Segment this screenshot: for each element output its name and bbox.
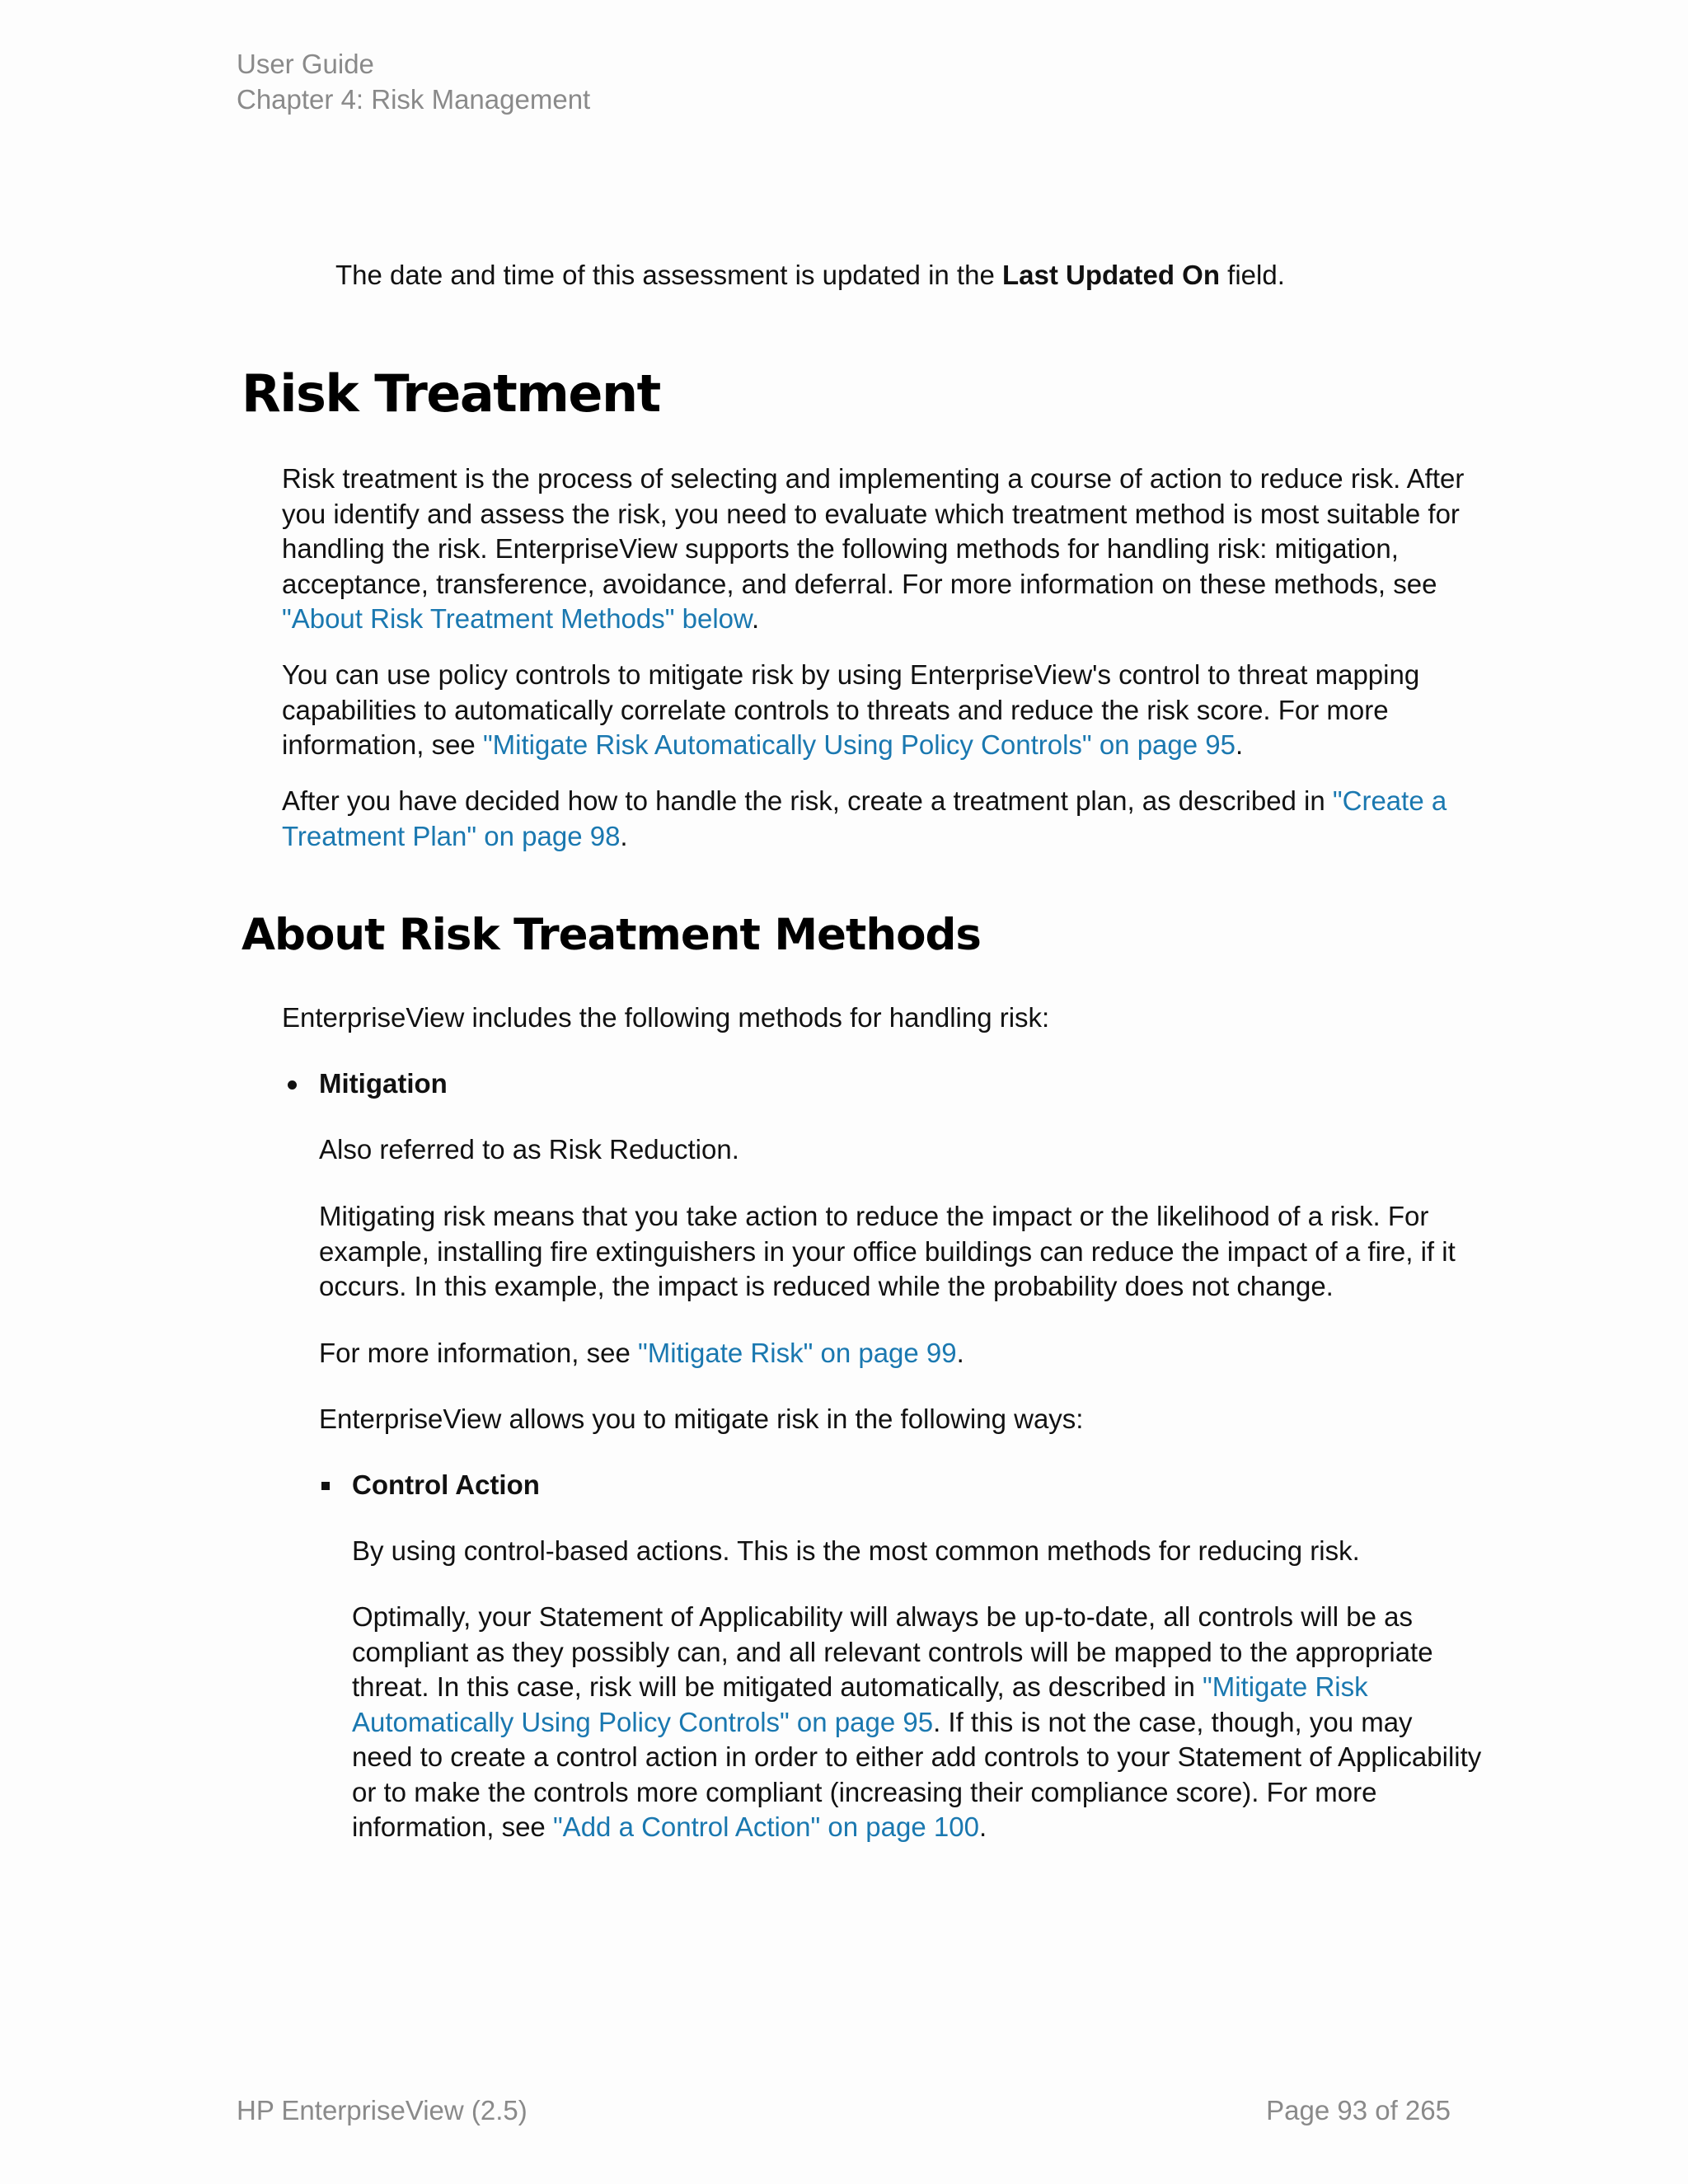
bullet-icon <box>288 1080 297 1090</box>
control-action-description: By using control-based actions. This is the most common methods for reducing risk. <box>352 1535 1360 1566</box>
link-create-treatment-plan-cont[interactable]: Treatment Plan" on page 98 <box>282 820 621 851</box>
mitigation-aka: Also referred to as Risk Reduction. <box>319 1134 739 1165</box>
footer-page-number: Page 93 of 265 <box>1266 2095 1451 2125</box>
intro-paragraph: The date and time of this assessment is updated in the Last Updated On field. <box>335 260 1285 290</box>
risk-treatment-paragraph-2: You can use policy controls to mitigate risk by using EnterpriseView's control to threat mapping capabilities to automatically correlate controls to threats and reduce the risk score. For more information, see "Mitigate Risk Automatically Using Policy Controls" on page 95. <box>282 659 1420 760</box>
footer-product: HP EnterpriseView (2.5) <box>237 2095 528 2125</box>
link-create-treatment-plan[interactable]: "Create a <box>1332 785 1447 816</box>
running-header <box>237 46 590 117</box>
link-mitigate-risk-automatically[interactable]: "Mitigate Risk Automatically Using Policy Controls" on page 95 <box>482 729 1236 760</box>
link-add-control-action[interactable]: "Add a Control Action" on page 100 <box>552 1811 979 1842</box>
link-about-risk-treatment-methods[interactable]: "About Risk Treatment Methods" below <box>282 603 753 634</box>
link-mitigate-risk[interactable]: "Mitigate Risk" on page 99 <box>637 1338 957 1368</box>
methods-intro: EnterpriseView includes the following methods for handling risk: <box>282 1002 1050 1033</box>
field-name: Last Updated On <box>1001 260 1220 290</box>
chapter-title: Chapter 4: Risk Management <box>237 84 591 115</box>
link-mitigate-risk-automatically-2[interactable]: "Mitigate Risk <box>1203 1671 1368 1702</box>
mitigation-description: Mitigating risk means that you take action to reduce the impact or the likelihood of a risk. For example, installing fire extinguishers in your office buildings can reduce the impact of a fire, if it occurs. In this example, the impact is reduced while the probability does not change. <box>319 1201 1456 1301</box>
square-bullet-icon <box>321 1482 330 1490</box>
risk-treatment-paragraph-1: Risk treatment is the process of selecting and implementing a course of action to reduce risk. After you identify and assess the risk, you need to evaluate which treatment method is most suitable for handling the risk. EnterpriseView supports the following methods for handling risk: mitigation, acceptance, transference, avoidance, and deferral. For more information on these methods, see "About Risk Treatment Methods" below. <box>282 463 1465 634</box>
mitigation-more-info: For more information, see "Mitigate Risk" on page 99. <box>319 1338 964 1368</box>
risk-treatment-paragraph-3: After you have decided how to handle the risk, create a treatment plan, as described in "Create a Treatment Plan" on page 98. <box>282 785 1447 851</box>
link-mitigate-risk-automatically-2-cont[interactable]: Automatically Using Policy Controls" on page 95 <box>352 1706 934 1737</box>
heading-about-risk-treatment-methods: About Risk Treatment Methods <box>241 910 981 960</box>
control-action-title: Control Action <box>352 1469 540 1500</box>
mitigation-ways: EnterpriseView allows you to mitigate risk in the following ways: <box>319 1404 1084 1434</box>
mitigation-title: Mitigation <box>319 1068 448 1099</box>
guide-title: User Guide <box>237 49 374 79</box>
control-action-details: Optimally, your Statement of Applicability will always be up-to-date, all controls will be as compliant as they possibly can, and all relevant controls will be mapped to the appropriate threat. In this case, risk will be mitigated automatically, as described in "Mitigate Risk Automatically Using Policy Controls" on page 95. If this is not the case, though, you may need to create a control action in order to either add controls to your Statement of Applicability or to make the controls more compliant (increasing their compliance score). For more information, see "Add a Control Action" on page 100. <box>352 1601 1482 1842</box>
heading-risk-treatment: Risk Treatment <box>241 363 660 424</box>
